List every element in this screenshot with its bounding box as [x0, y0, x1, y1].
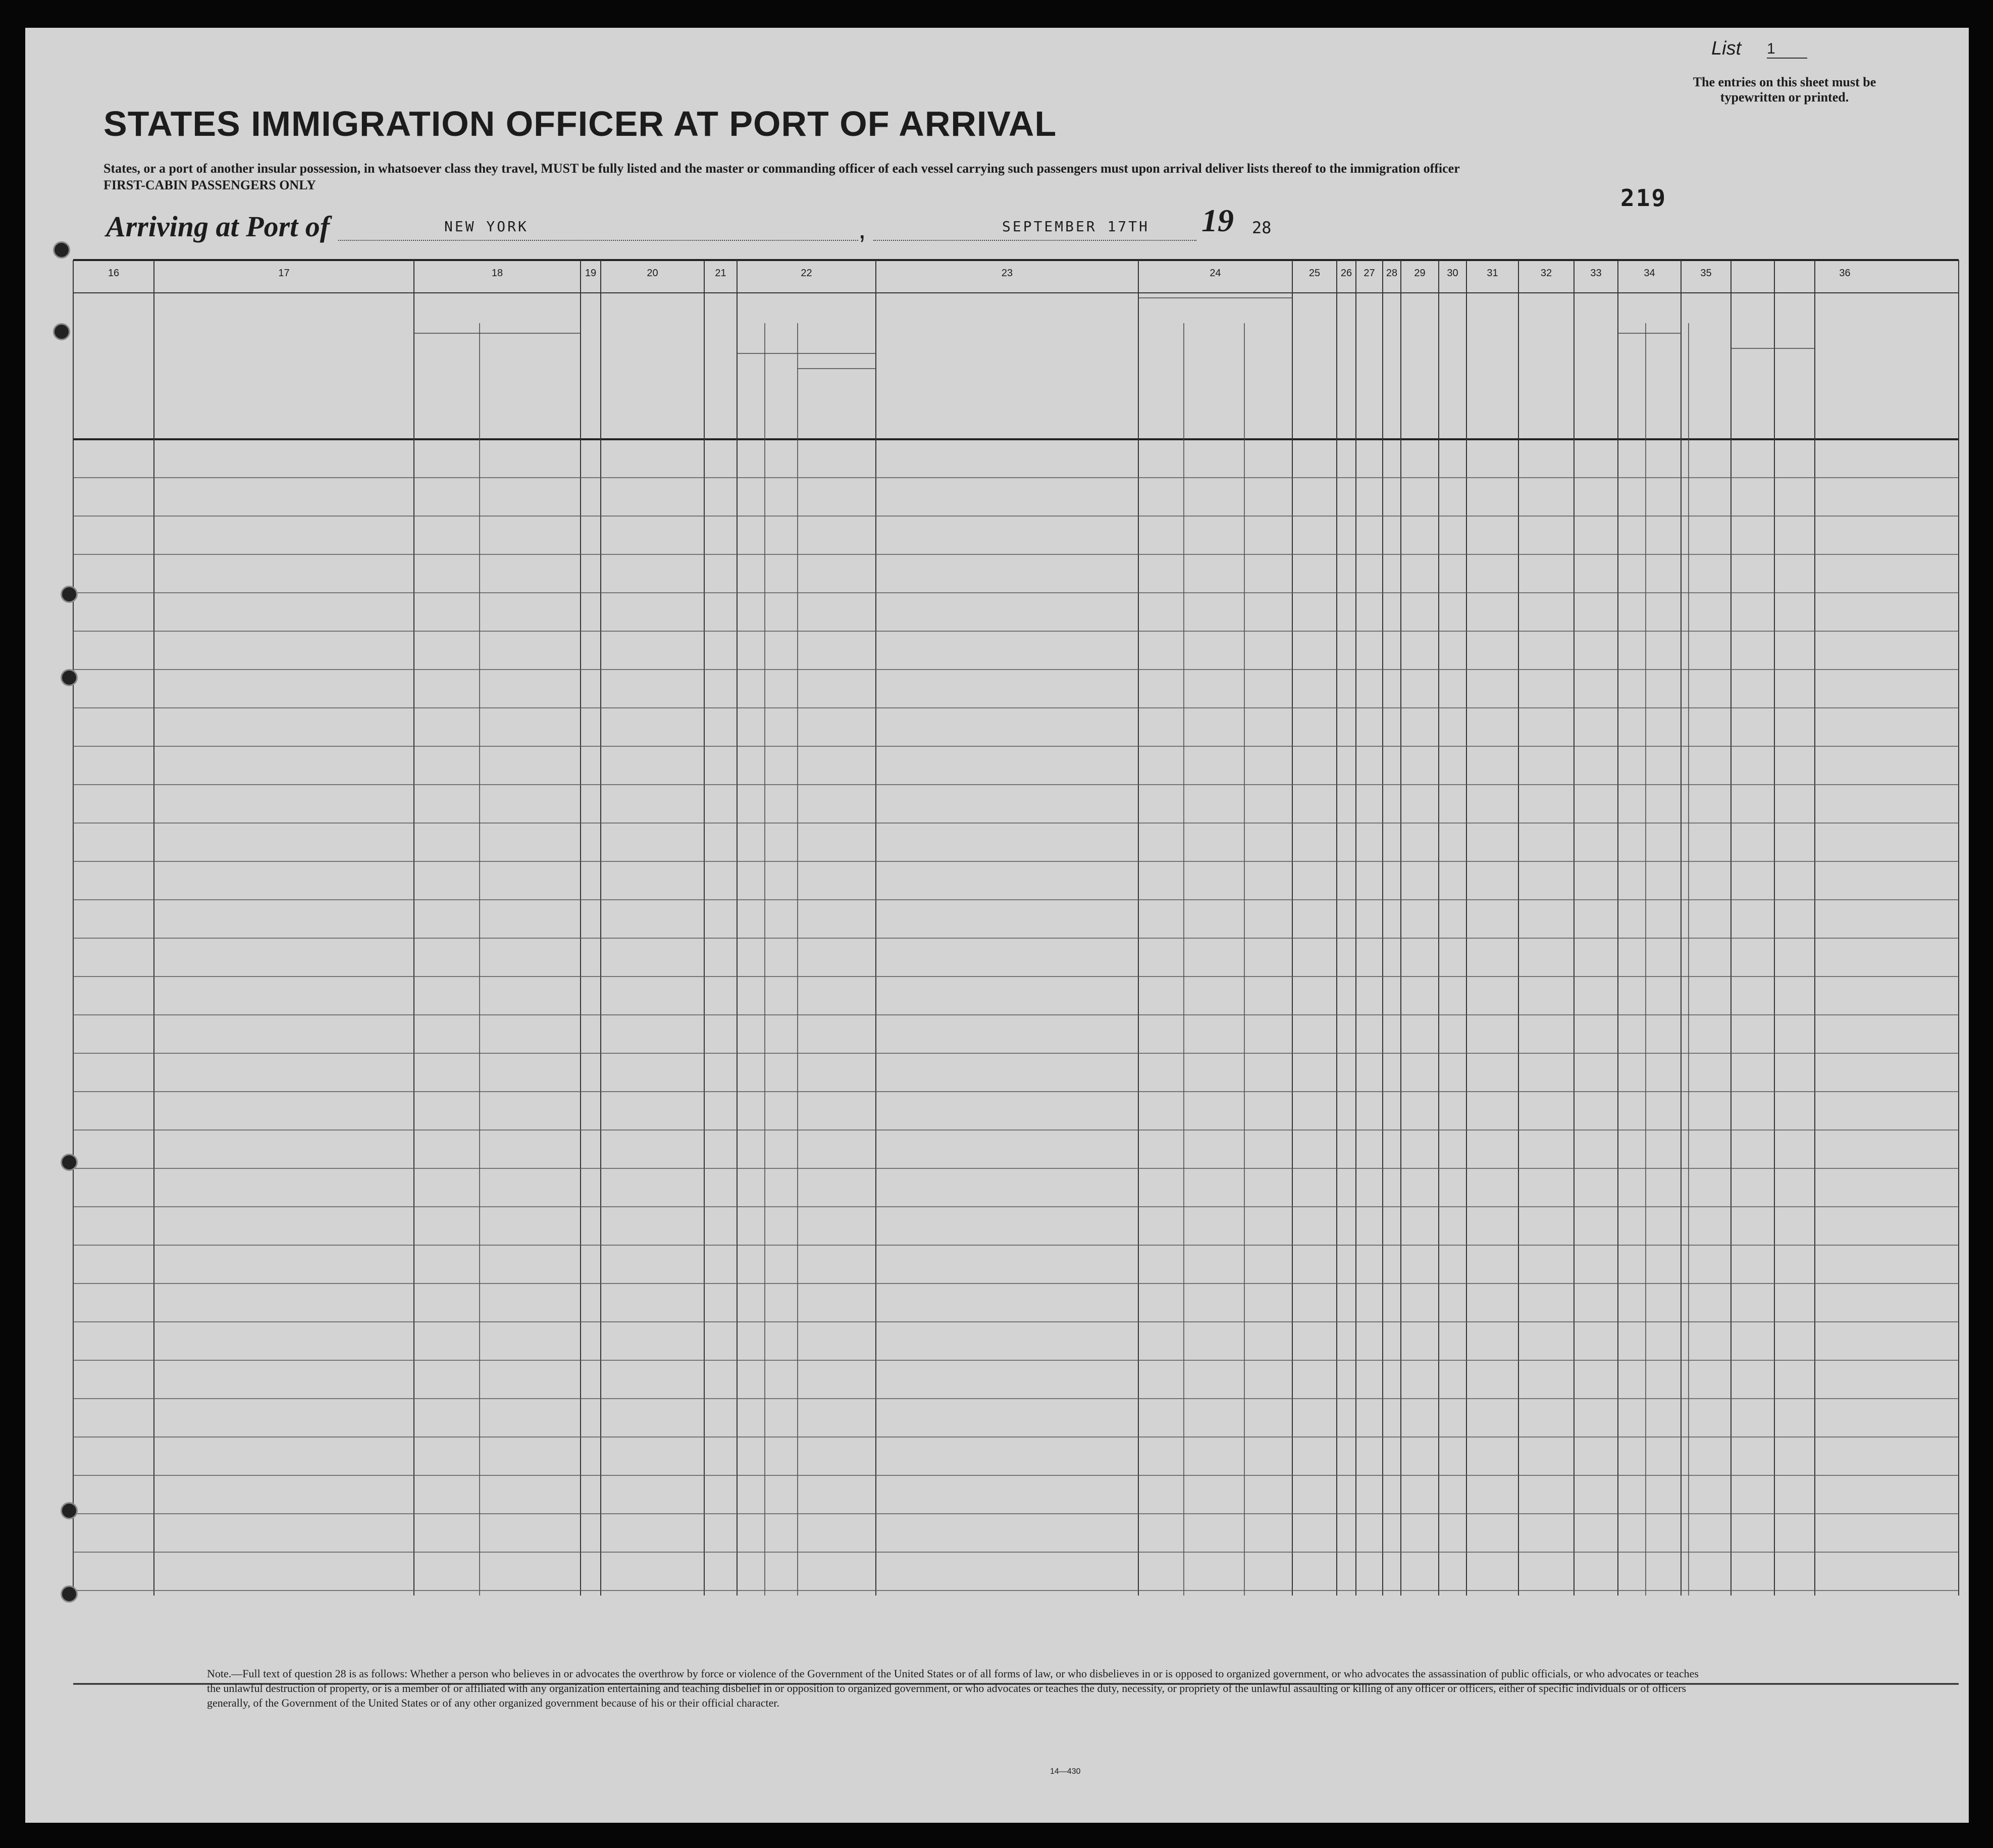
column-number: 32	[1540, 268, 1552, 279]
list-label: List	[1711, 38, 1742, 59]
column-number: 23	[1001, 268, 1013, 279]
column-number: 30	[1447, 268, 1458, 279]
column-number: 16	[108, 268, 120, 279]
year-suffix: 28	[1252, 218, 1272, 237]
binder-hole-icon	[53, 323, 70, 340]
column-number: 27	[1363, 268, 1375, 279]
sheet-note: The entries on this sheet must be typewritten or printed.	[1693, 75, 1876, 105]
date-value: SEPTEMBER 17TH	[1002, 218, 1150, 235]
column-number: 33	[1590, 268, 1602, 279]
column-number: 19	[585, 268, 597, 279]
column-number: 25	[1308, 268, 1321, 279]
binder-hole-icon	[61, 586, 78, 603]
column-number: 26	[1340, 268, 1352, 279]
binder-hole-icon	[61, 1154, 78, 1171]
column-number: 29	[1414, 268, 1426, 279]
column-number: 20	[647, 268, 658, 279]
column-number: 17	[278, 268, 290, 279]
footnote: Note.—Full text of question 28 is as follows: Whether a person who believes in or advocates the overthrow by force or violence of the Government of the United States or of all forms of law, or who disbelieves in or is opposed to organized government, or who advocates the assassination of public officials, or who advocates or teaches the unlawful destruction of property, or is a member of or affiliated with any organization entertaining and teaching disbelief in or opposition to organized government, or who advocates or teaches the duty, necessity, or propriety of the unlawful assaulting or killing of any officer or officers, either of specific individuals or of officers generally, of the Government of the United States or of any other organized government because of his or their official character.	[207, 1667, 1699, 1709]
column-number: 28	[1386, 268, 1398, 279]
subtitle: FIRST-CABIN PASSENGERS ONLY	[103, 178, 316, 192]
year-prefix: 19	[1201, 202, 1234, 238]
binder-hole-icon	[61, 669, 78, 686]
list-number: 1	[1767, 40, 1807, 59]
comma: ,	[858, 213, 866, 244]
table-grid	[25, 28, 1969, 1823]
column-number: 34	[1644, 268, 1655, 279]
arriving-label: Arriving at Port of	[106, 210, 330, 243]
port-value: NEW YORK	[444, 218, 529, 235]
column-number: 35	[1700, 268, 1712, 279]
column-number: 24	[1210, 268, 1221, 279]
binder-hole-icon	[61, 1502, 78, 1519]
column-number: 21	[715, 268, 726, 279]
column-number: 18	[491, 268, 503, 279]
column-number: 22	[801, 268, 812, 279]
column-number: 36	[1839, 268, 1851, 279]
page-title: STATES IMMIGRATION OFFICER AT PORT OF ARRIVAL	[103, 104, 1057, 143]
binder-hole-icon	[53, 241, 70, 259]
instructions: States, or a port of another insular possession, in whatsoever class they travel, MUST be fully listed and the master or commanding officer of each vessel carrying such passengers must upon arrival deliver lists thereof to the immigration officer	[103, 161, 1460, 176]
sheet-number: 219	[1620, 184, 1667, 212]
form-code: 14—430	[1050, 1767, 1081, 1776]
column-number: 31	[1487, 268, 1498, 279]
binder-hole-icon	[61, 1585, 78, 1603]
